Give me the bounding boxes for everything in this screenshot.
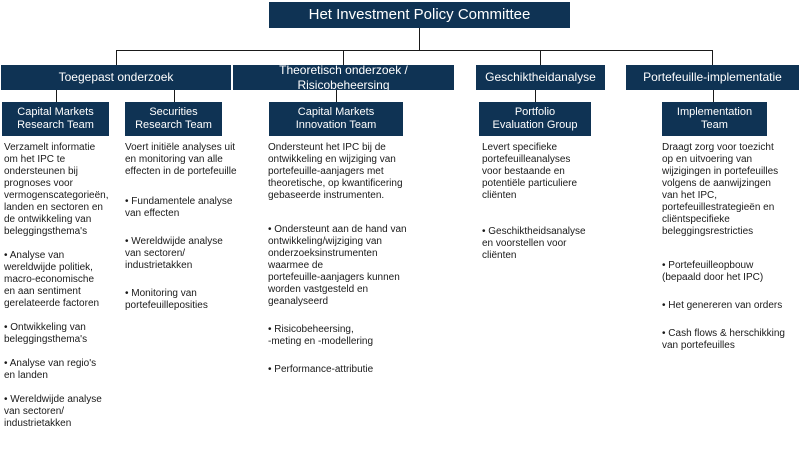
team-description-portfolio-evaluation	[482, 142, 612, 274]
team-label: Capital Markets Innovation Team	[295, 105, 377, 131]
description-bullet: • Cash flows & herschikking van portefeuilles	[662, 328, 785, 351]
team-description-securities-research	[125, 142, 260, 324]
description-bullet: • Ontwikkeling van beleggingsthema's	[4, 322, 88, 345]
description-paragraph: Ondersteunt het IPC bij de ontwikkeling en wijziging van portefeuille-aanjagers met theoretische, op kwantificering gebaseerde instrumenten.	[268, 142, 403, 201]
team-label: Portfolio Evaluation Group	[492, 105, 578, 131]
description-bullet: • Portefeuilleopbouw (bepaald door het IPC)	[662, 260, 764, 283]
category-label: Toegepast onderzoek	[58, 70, 174, 85]
description-bullet: • Het genereren van orders	[662, 300, 783, 311]
description-paragraph: Levert specifieke portefeuilleanalyses voor bestaande en potentiële particuliere cliënten	[482, 142, 578, 201]
connector-cat3	[540, 50, 541, 65]
top-box-label: Het Investment Policy Committee	[308, 6, 531, 23]
category-suitability-analysis	[476, 65, 605, 90]
category-theoretical-research	[233, 65, 454, 90]
category-portfolio-implementation	[626, 65, 799, 90]
description-bullet: • Monitoring van portefeuilleposities	[125, 288, 208, 311]
description-bullet: • Analyse van wereldwijde politiek, macro-economische en aan sentiment gerelateerde factoren	[4, 250, 100, 309]
connector-team4	[535, 90, 536, 102]
team-capital-markets-innovation	[269, 102, 403, 136]
team-label: Capital Markets Research Team	[17, 105, 94, 131]
team-label: Securities Research Team	[135, 105, 212, 131]
description-bullet: • Wereldwijde analyse van sectoren/ industrietakken	[125, 236, 223, 271]
description-bullet: • Analyse van regio's en landen	[4, 358, 97, 381]
description-paragraph: Draagt zorg voor toezicht op en uitvoering van wijzigingen in portefeuilles volgens de aanwijzingen van het IPC, portefeuillestrategieën en cliëntspecifieke beleggingsrestricties	[662, 142, 779, 237]
description-bullet: • Geschiktheidsanalyse en voorstellen voor cliënten	[482, 226, 586, 261]
connector-cat1	[116, 50, 117, 65]
team-label: Implementation Team	[676, 105, 753, 131]
connector-team1	[56, 90, 57, 102]
description-paragraph: Verzamelt informatie om het IPC te ondersteunen bij prognoses voor vermogenscategorieën, landen en sectoren en de ontwikkeling van beleggingsthema's	[4, 142, 109, 237]
description-bullet: • Wereldwijde analyse van sectoren/ industrietakken	[4, 394, 102, 429]
description-bullet: • Risicobeheersing, -meting en -modellering	[268, 324, 374, 347]
connector-cat4	[712, 50, 713, 65]
description-bullet: • Fundamentele analyse van effecten	[125, 196, 233, 219]
category-label: Geschiktheidanalyse	[485, 70, 596, 85]
connector-team5	[713, 90, 714, 102]
connector-top-vertical	[419, 28, 420, 50]
category-label: Theoretisch onderzoek / Risicobeheersing	[279, 63, 408, 92]
team-capital-markets-research	[2, 102, 109, 136]
connector-team2	[174, 90, 175, 102]
team-description-capital-markets-research	[4, 142, 122, 430]
team-description-capital-markets-innovation	[268, 142, 443, 388]
connector-horizontal-bus	[116, 50, 713, 51]
team-implementation	[662, 102, 767, 136]
category-applied-research	[1, 65, 231, 90]
team-securities-research	[125, 102, 222, 136]
description-bullet: • Ondersteunt aan de hand van ontwikkeling/wijziging van onderzoeksinstrumenten waarmee de portefeuille-aanjagers kunnen worden vastgesteld en geanalyseerd	[268, 224, 407, 307]
team-description-implementation	[662, 142, 798, 364]
description-bullet: • Performance-attributie	[268, 364, 374, 375]
investment-policy-committee-box	[269, 2, 570, 28]
category-label: Portefeuille-implementatie	[643, 70, 782, 85]
team-portfolio-evaluation	[479, 102, 591, 136]
description-paragraph: Voert initiële analyses uit en monitoring van alle effecten in de portefeuille	[125, 142, 237, 177]
